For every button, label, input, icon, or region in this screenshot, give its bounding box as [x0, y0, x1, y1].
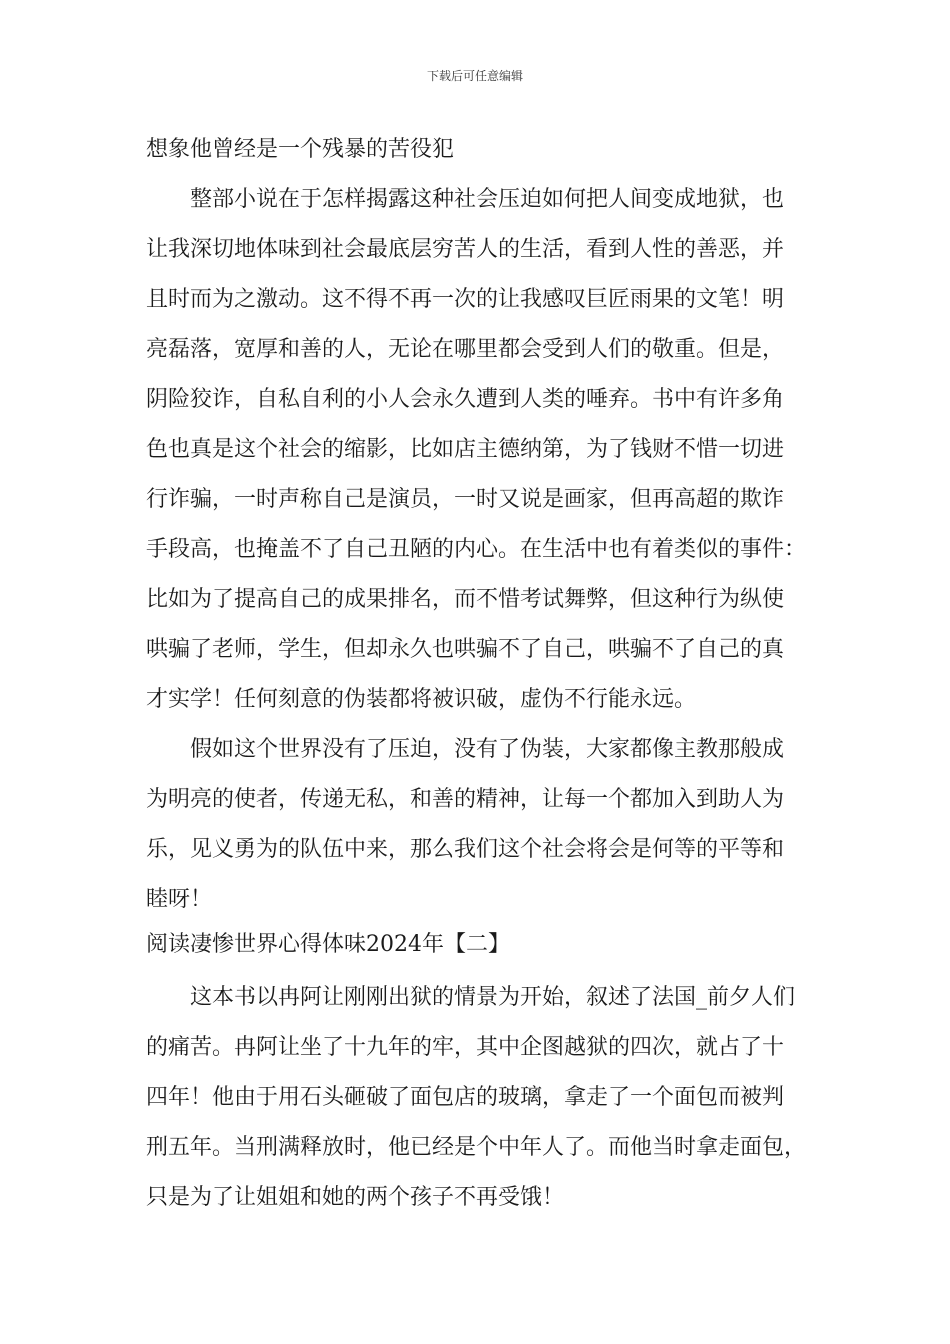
paragraph-1-line: 哄骗了老师，学生，但却永久也哄骗不了自己，哄骗不了自己的真 — [146, 637, 785, 662]
paragraph-1-line: 阴险狡诈，自私自利的小人会永久遭到人类的唾弃。书中有许多角 — [146, 387, 785, 412]
paragraph-3-line: 只是为了让姐姐和她的两个孩子不再受饿！ — [146, 1185, 565, 1210]
paragraph-1-line: 行诈骗，一时声称自己是演员，一时又说是画家，但再高超的欺诈 — [146, 487, 785, 512]
paragraph-1-line: 亮磊落，宽厚和善的人，无论在哪里都会受到人们的敬重。但是， — [146, 337, 785, 362]
paragraph-2-line: 乐，见义勇为的队伍中来，那么我们这个社会将会是何等的平等和 — [146, 837, 785, 862]
paragraph-1-line: 整部小说在于怎样揭露这种社会压迫如何把人间变成地狱，也 — [190, 187, 785, 212]
paragraph-2-line: 假如这个世界没有了压迫，没有了伪装，大家都像主教那般成 — [190, 737, 785, 762]
paragraph-1-line: 让我深切地体味到社会最底层穷苦人的生活，看到人性的善恶，并 — [146, 237, 785, 262]
section-heading: 阅读凄惨世界心得体味2024年【二】 — [146, 932, 510, 957]
paragraph-2-line: 睦呀！ — [146, 887, 213, 912]
paragraph-3-line: 这本书以冉阿让刚刚出狱的情景为开始，叙述了法国_前夕人们 — [190, 985, 796, 1010]
paragraph-1-line: 比如为了提高自己的成果排名，而不惜考试舞弊，但这种行为纵使 — [146, 587, 785, 612]
page-header-note: 下载后可任意编辑 — [426, 69, 523, 83]
paragraph-3-line: 的痛苦。冉阿让坐了十九年的牢，其中企图越狱的四次，就占了十 — [146, 1035, 785, 1060]
intro-line: 想象他曾经是一个残暴的苦役犯 — [146, 137, 455, 162]
paragraph-1-line: 色也真是这个社会的缩影，比如店主德纳第，为了钱财不惜一切进 — [146, 437, 785, 462]
paragraph-3-line: 刑五年。当刑满释放时，他已经是个中年人了。而他当时拿走面包， — [146, 1135, 807, 1160]
paragraph-2-line: 为明亮的使者，传递无私，和善的精神，让每一个都加入到助人为 — [146, 787, 785, 812]
paragraph-1-line: 且时而为之激动。这不得不再一次的让我感叹巨匠雨果的文笔！明 — [146, 287, 785, 312]
paragraph-3-line: 四年！他由于用石头砸破了面包店的玻璃，拿走了一个面包而被判 — [146, 1085, 785, 1110]
paragraph-1-line: 才实学！任何刻意的伪装都将被识破，虚伪不行能永远。 — [146, 687, 697, 712]
paragraph-1-line: 手段高，也掩盖不了自己丑陋的内心。在生活中也有着类似的事件： — [146, 537, 807, 562]
